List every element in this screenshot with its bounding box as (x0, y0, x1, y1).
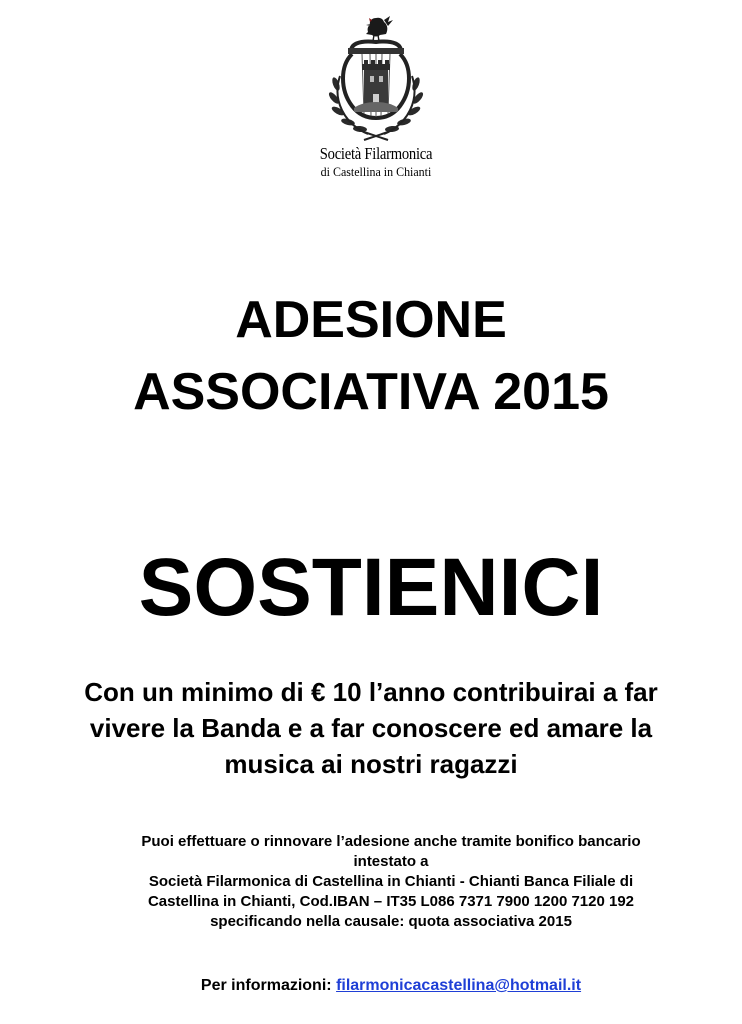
pitch-line: Con un minimo di € 10 l’anno contribuirai a far (84, 677, 658, 707)
lyre-emblem-icon (318, 14, 434, 146)
title-line-2: ASSOCIATIVA 2015 (133, 363, 609, 421)
contact-email-link[interactable]: filarmonicacastellina@hotmail.it (336, 977, 582, 994)
tower-icon (354, 60, 398, 112)
bank-info-line: specificando nella causale: quota associativa 2015 (210, 913, 572, 930)
headline: SOSTIENICI (138, 542, 604, 633)
rooster-icon (366, 16, 393, 41)
bank-info-line: Castellina in Chianti, Cod.IBAN – IT35 L086 7371 7900 1200 7120 192 (147, 893, 635, 910)
bank-info-line: Puoi effettuare o rinnovare l’adesione anche tramite bonifico bancario (141, 833, 641, 850)
pitch-line: vivere la Banda e a far conoscere ed amare la (89, 713, 653, 743)
pitch-line: musica ai nostri ragazzi (224, 749, 518, 779)
society-logo (310, 14, 442, 182)
society-location: di Castellina in Chianti (320, 164, 432, 179)
pitch-text (20, 674, 722, 782)
bank-transfer-info (80, 832, 702, 932)
contact-label: Per informazioni: (200, 977, 332, 994)
society-name: Società Filarmonica (319, 144, 433, 163)
contact-line (80, 976, 702, 996)
bank-info-line: Società Filarmonica di Castellina in Chianti - Chianti Banca Filiale di (148, 873, 634, 890)
bank-info-line: intestato a (353, 853, 429, 870)
title-line-1: ADESIONE (235, 291, 507, 349)
